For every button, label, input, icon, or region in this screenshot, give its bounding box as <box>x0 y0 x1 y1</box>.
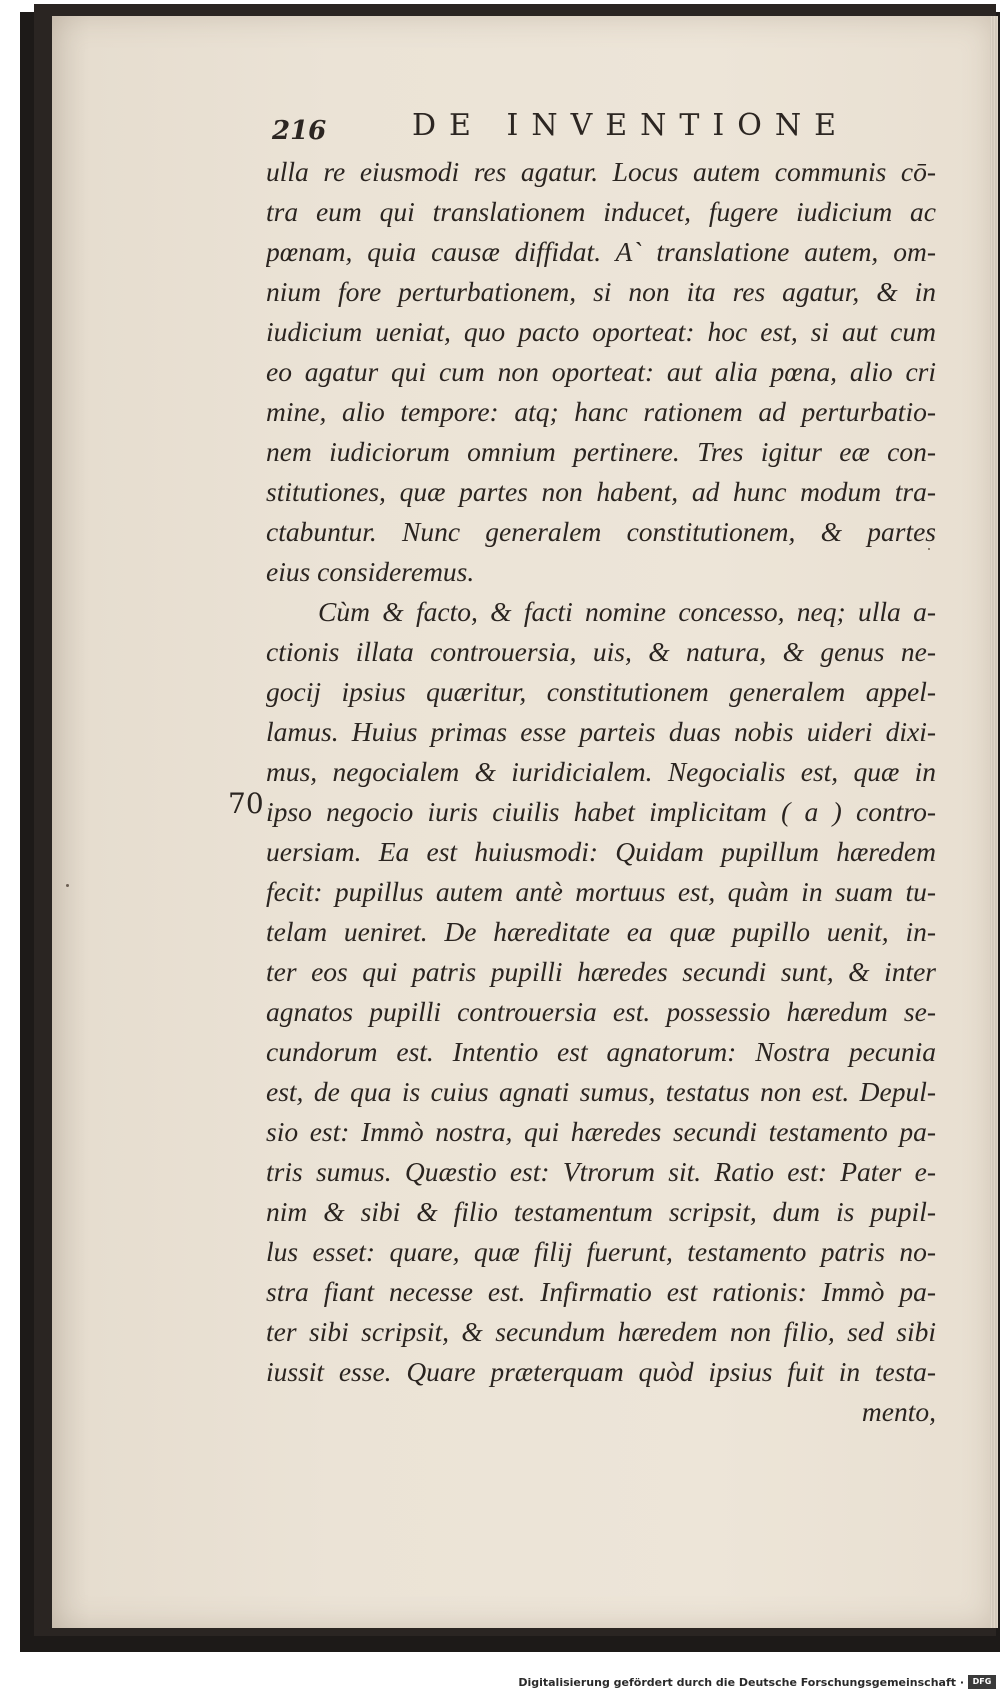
dfg-logo: DFG <box>968 1675 996 1689</box>
paper-speck <box>928 548 930 550</box>
paper-speck <box>66 884 69 887</box>
catchword: mento, <box>861 1396 936 1427</box>
text-line: Cùm & facto, & facti nomine concesso, neq; ulla a- <box>318 596 936 627</box>
text-line: uersiam. Ea est huiusmodi: Quidam pupillum hæredem <box>266 836 936 867</box>
text-line: ulla re eiusmodi res agatur. Locus autem communis cō- <box>266 156 936 187</box>
running-title: DE INVENTIONE <box>412 108 850 143</box>
text-line: eo agatur qui cum non oporteat: aut alia pœna, alio cri <box>266 356 936 387</box>
text-line: iussit esse. Quare præterquam quòd ipsius fuit in testa- <box>266 1356 936 1387</box>
text-line: nim & sibi & filio testamentum scripsit, dum is pupil- <box>266 1196 936 1227</box>
text-line: ctabuntur. Nunc generalem constitutionem, & partes <box>266 516 936 547</box>
text-line: stra fiant necesse est. Infirmatio est rationis: Immò pa- <box>266 1276 936 1307</box>
text-line: nium fore perturbationem, si non ita res agatur, & in <box>266 276 936 307</box>
text-line: mine, alio tempore: atq; hanc rationem ad perturbatio- <box>266 396 936 427</box>
text-block <box>266 152 936 1432</box>
folio-number: 216 <box>272 116 327 146</box>
funding-credit: Digitalisierung gefördert durch die Deutsche Forschungsgemeinschaft · <box>518 1676 964 1689</box>
text-line: ter eos qui patris pupilli hæredes secundi sunt, & inter <box>266 956 936 987</box>
text-line: agnatos pupilli controuersia est. possessio hæredum se- <box>266 996 936 1027</box>
text-line: iudicium ueniat, quo pacto oporteat: hoc est, si aut cum <box>266 316 936 347</box>
text-line: mus, negocialem & iuridicialem. Negocialis est, quæ in <box>266 756 936 787</box>
text-line: ctionis illata controuersia, uis, & natura, & genus ne- <box>266 636 936 667</box>
text-line: ter sibi scripsit, & secundum hæredem non filio, sed sibi <box>266 1316 936 1347</box>
text-line: sio est: Immò nostra, qui hæredes secundi testamento pa- <box>266 1116 936 1147</box>
text-line: pœnam, quia causæ diffidat. A` translatione autem, om- <box>266 236 936 267</box>
margin-line-number: 70 <box>228 787 264 820</box>
text-line: nem iudiciorum omnium pertinere. Tres igitur eæ con- <box>266 436 936 467</box>
text-line: ipso negocio iuris ciuilis habet implicitam ( a ) contro- <box>266 796 936 827</box>
text-line: lamus. Huius primas esse parteis duas nobis uideri dixi- <box>266 716 936 747</box>
text-line: tra eum qui translationem inducet, fugere iudicium ac <box>266 196 936 227</box>
text-line: lus esset: quare, quæ filij fuerunt, testamento patris no- <box>266 1236 936 1267</box>
text-line: tris sumus. Quæstio est: Vtrorum sit. Ratio est: Pater e- <box>266 1156 936 1187</box>
footer-bar <box>0 1673 1000 1693</box>
text-line: gocij ipsius quæritur, constitutionem generalem appel- <box>266 676 936 707</box>
text-line: stitutiones, quæ partes non habent, ad hunc modum tra- <box>266 476 936 507</box>
text-line: est, de qua is cuius agnati sumus, testatus non est. Depul- <box>266 1076 936 1107</box>
page-fore-edge <box>990 16 998 1628</box>
text-line: fecit: pupillus autem antè mortuus est, quàm in suam tu- <box>266 876 936 907</box>
text-line: eius consideremus. <box>266 556 475 587</box>
text-line: telam ueniret. De hæreditate ea quæ pupillo uenit, in- <box>266 916 936 947</box>
text-line: cundorum est. Intentio est agnatorum: Nostra pecunia <box>266 1036 936 1067</box>
